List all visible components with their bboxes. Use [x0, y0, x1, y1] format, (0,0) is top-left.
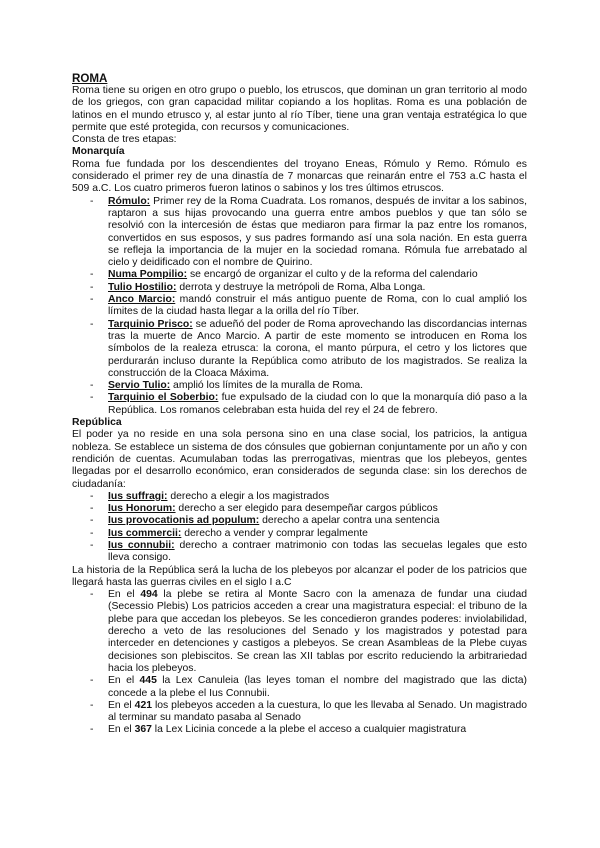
list-item: - En el 421 los plebeyos acceden a la cuestura, lo que les llevaba al Senado. Un magistrado al terminar su mandato pasaba al Senado — [90, 699, 527, 724]
list-item: - Ius commercii: derecho a vender y comprar legalmente — [90, 527, 368, 539]
monarquia-intro: Roma fue fundada por los descendientes del troyano Eneas, Rómulo y Remo. Rómulo es considerado el primer rey de una dinastía de 7 monarcas que reinarán entre el 753 a.C hasta el 509 a.C. Los cuatro primeros fueron latinos o sabinos y los tres últimos etruscos. — [72, 158, 527, 195]
republica-intro: El poder ya no reside en una sola persona sino en una clase social, los patricios, la antigua nobleza. Se establece un sistema de dos cónsules que gobiernan conjuntamente por un año y con rendición de cuentas. Acumulaban todas las prerrogativas, mientras que los plebeyos, gentes llegadas por el desarrollo económico, eran considerados de segunda clase: sin los derechos de ciudadanía: — [72, 429, 527, 490]
section-heading-monarquia: Monarquía — [72, 146, 125, 158]
page-title: ROMA — [72, 72, 108, 85]
list-item: - En el 494 la plebe se retira al Monte Sacro con la amenaza de fundar una ciudad (Secessio Plebis) Los patricios acceden a crear una magistratura especial: el tribuno de la plebe para que accedan los plebeyos. Se les concedieron grandes poderes: inviolabilidad, derecho a veto de las resoluciones del Senado y los magistrados y potestad para interceder en detenciones y castigos a plebeyos. Se crean Asambleas de la Plebe cuyas decisiones son plebiscitos. Se crean las XII tablas por escrito reduciendo la arbitrariedad hacia los plebeyos. — [90, 589, 527, 674]
derechos-list — [72, 491, 527, 565]
etapas-line: Consta de tres etapas: — [72, 134, 177, 146]
list-item: - Ius connubii: derecho a contraer matrimonio con todas las secuelas legales que esto lleva consigo. — [90, 539, 527, 564]
list-item: - En el 445 la Lex Canuleia (las leyes toman el nombre del magistrado que las dicta) concede a la plebe el Ius Connubii. — [90, 675, 527, 699]
eventos-list — [72, 589, 527, 737]
list-item: - Servio Tulio: amplió los límites de la muralla de Roma. — [90, 380, 364, 392]
historia-paragraph: La historia de la República será la lucha de los plebeyos por alcanzar el poder de los patricios que llegará hasta las guerras civiles en el siglo I a.C — [72, 564, 527, 588]
list-item: - Ius suffragi: derecho a elegir a los magistrados — [90, 490, 330, 502]
list-item: - Ius provocationis ad populum: derecho a apelar contra una sentencia — [90, 515, 440, 527]
list-item: - Tulio Hostilio: derrota y destruye la metrópoli de Roma, Alba Longa. — [90, 281, 426, 293]
list-item: - Rómulo: Primer rey de la Roma Cuadrata. Los romanos, después de invitar a los sabinos, raptaron a sus hijas provocando una guerra entre ambos pueblos y que tan sólo se resolvió con la intercesión de éstas que mediaron para firmar la paz entre los romanos, convertidos en sus esposos, y sus padres formando así una sola nación. En esta guerra se refleja la importancia de la mujer en la sociedad romana. Rómula fue arrebatado al cielo y deidificado con el nombre de Quirino. — [90, 195, 527, 269]
section-heading-republica: República — [72, 417, 122, 429]
list-item: - Ius Honorum: derecho a ser elegido para desempeñar cargos públicos — [90, 503, 438, 515]
list-item: - Numa Pompilio: se encargó de organizar el culto y de la reforma del calendario — [90, 269, 478, 281]
list-item: - En el 367 la Lex Licinia concede a la plebe el acceso a cualquier magistratura — [90, 724, 467, 736]
intro-paragraph: Roma tiene su origen en otro grupo o pueblo, los etruscos, que dominan un gran territorio al modo de los griegos, con gran capacidad militar copiando a los hoplitas. Roma es una población de latinos en el mundo etrusco y, al estar junto al río Tíber, tiene una gran ventaja estratégica lo que permite que esté protegida, con recursos y comunicaciones. — [72, 85, 527, 133]
list-item: - Tarquinio Prisco: se adueñó del poder de Roma aprovechando las discordancias internas tras la muerte de Anco Marcio. A partir de este momento se introducen en Roma los símbolos de la realeza etrusca: la corona, el manto púrpura, el cetro y los lictores que perdurarán incluso durante la República como atributo de los magistrados. Se realiza la construcción de la Cloaca Máxima. — [90, 318, 528, 379]
list-item: - Anco Marcio: mandó construir el más antiguo puente de Roma, con lo cual amplió los límites de la ciudad hasta llegar a la orilla del río Tíber. — [90, 294, 527, 318]
document-page — [72, 72, 527, 737]
list-item: - Tarquinio el Soberbio: fue expulsado de la ciudad con lo que la monarquía dió paso a la República. Los romanos celebraban esta huida del rey el 24 de febrero. — [90, 392, 527, 416]
monarcas-list — [72, 196, 527, 417]
